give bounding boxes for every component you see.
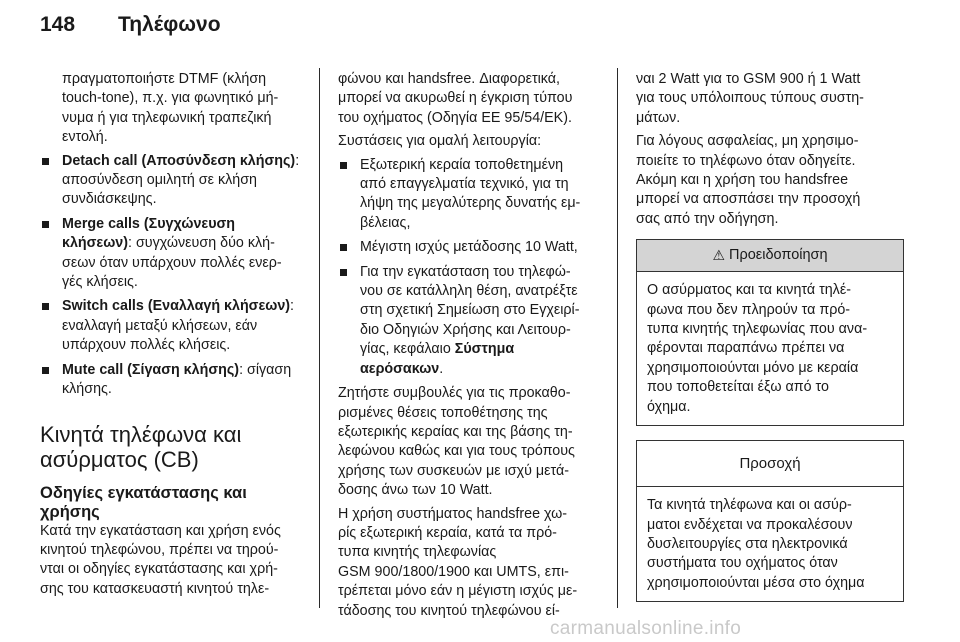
warning-box-header bbox=[637, 240, 903, 272]
caution-box-body: Τα κινητά τηλέφωνα και οι ασύρ- ματοι ενδέχεται να προκαλέσουν δυσλειτουργίες στα ηλεκτρονικά συστήματα του οχήματος όταν χρησιμοποιούνται μέσα στο όχημα bbox=[647, 497, 865, 591]
body-paragraph: Για λόγους ασφαλείας, μη χρησιμο- ποιείτε το τηλέφωνο όταν οδηγείτε. Ακόμη και η χρήση του handsfree μπορεί να αποσπάσει την προσοχή σας από την οδήγηση. bbox=[636, 133, 861, 227]
column-3 bbox=[636, 70, 904, 602]
bullet-square-icon bbox=[42, 367, 49, 374]
list-item: Switch calls (Εναλλαγή κλήσεων): εναλλαγή μεταξύ κλήσεων, εάν υπάρχουν πολλές κλήσεις. bbox=[40, 297, 308, 355]
bullet-square-icon bbox=[42, 158, 49, 165]
subsection-heading: Οδηγίες εγκατάστασης και χρήσης bbox=[40, 483, 247, 521]
warning-triangle-icon: ⚠ bbox=[712, 247, 725, 264]
body-paragraph: Συστάσεις για ομαλή λειτουργία: bbox=[338, 133, 542, 150]
bullet-square-icon bbox=[340, 162, 347, 169]
column-1 bbox=[40, 70, 308, 603]
page-header bbox=[0, 0, 960, 56]
body-paragraph: ναι 2 Watt για το GSM 900 ή 1 Watt για τους υπόλοιπους τύπους συστη- μάτων. bbox=[636, 71, 864, 126]
column-2 bbox=[338, 70, 608, 625]
page-number: 148 bbox=[40, 13, 76, 36]
warning-title: Προειδοποίηση bbox=[729, 247, 828, 264]
caution-title: Προσοχή bbox=[739, 454, 801, 472]
intro-paragraph: πραγματοποιήστε DTMF (κλήση touch-tone), π.χ. για φωνητικό μή- νυμα ή για τηλεφωνική τραπεζική εντολή. bbox=[62, 71, 279, 146]
body-paragraph: Ζητήστε συμβουλές για τις προκαθο- ρισμένες θέσεις τοποθέτησης της εξωτερικής κεραίας και της βάσης τη- λεφώνου καθώς και για τους τρόπους χρήσης των συσκευών με ισχύ μετά- δοσης άνω των 10 Watt. bbox=[338, 385, 575, 499]
list-item: Εξωτερική κεραία τοποθετημένη από επαγγελματία τεχνικό, για τη λήψη της μεγαλύτερης δυνατής εμ- βέλειας, bbox=[338, 156, 608, 234]
caution-box bbox=[636, 440, 904, 602]
section-heading: Κινητά τηλέφωνα και ασύρματος (CB) bbox=[40, 421, 242, 472]
warning-box bbox=[636, 239, 904, 426]
list-item: Για την εγκατάσταση του τηλεφώ- νου σε κατάλληλη θέση, ανατρέξτε στη σχετική Σημείωση στο Εγχειρί- διο Οδηγιών Χρήσης και Λειτουρ- γίας, κεφάλαιο Σύστημα αερόσακων. bbox=[338, 263, 608, 379]
page-title: Τηλέφωνο bbox=[118, 13, 221, 36]
cross-reference-link: Σύστημα bbox=[454, 341, 515, 358]
bullet-square-icon bbox=[340, 269, 347, 276]
body-paragraph: Κατά την εγκατάσταση και χρήση ενός κινητού τηλεφώνου, πρέπει να τηρού- νται οι οδηγίες εγκατάστασης και χρή- σης του κατασκευαστή κινητού τηλε- bbox=[40, 522, 281, 597]
bullet-square-icon bbox=[340, 244, 347, 251]
list-item: Detach call (Αποσύνδεση κλήσης): αποσύνδεση ομιλητή σε κλήση συνδιάσκεψης. bbox=[40, 152, 308, 210]
watermark: carmanualsonline.info bbox=[550, 618, 742, 639]
bullet-square-icon bbox=[42, 221, 49, 228]
cross-reference-link: αερόσακων bbox=[360, 360, 440, 377]
list-item: Μέγιστη ισχύς μετάδοσης 10 Watt, bbox=[338, 238, 608, 257]
bullet-square-icon bbox=[42, 303, 49, 310]
column-divider bbox=[617, 68, 618, 608]
caution-box-header bbox=[637, 441, 903, 487]
body-paragraph: Η χρήση συστήματος handsfree χω- ρίς εξωτερική κεραία, κατά τα πρό- τυπα κινητής τηλεφωνίας GSM 900/1800/1900 και UMTS, επι- τρέπεται μόνο εάν η μέγιστη ισχύς με- τάδοσης του κινητού τηλεφώνου εί- bbox=[338, 505, 578, 619]
warning-box-body: Ο ασύρματος και τα κινητά τηλέ- φωνα που δεν πληρούν τα πρό- τυπα κινητής τηλεφωνίας που ανα- φέρονται παραπάνω πρέπει να χρησιμοποιούνται μόνο με κεραία που τοποθετείται έξω από το όχημα. bbox=[647, 282, 868, 415]
list-item: Merge calls (Συγχώνευση κλήσεων): συγχώνευση δύο κλή- σεων όταν υπάρχουν πολλές ενερ- γές κλήσεις. bbox=[40, 215, 308, 293]
list-item: Mute call (Σίγαση κλήσης): σίγαση κλήσης. bbox=[40, 361, 308, 400]
body-paragraph: φώνου και handsfree. Διαφορετικά, μπορεί να ακυρωθεί η έγκριση τύπου του οχήματος (Οδηγία ΕΕ 95/54/ΕΚ). bbox=[338, 71, 573, 126]
column-divider bbox=[319, 68, 320, 608]
